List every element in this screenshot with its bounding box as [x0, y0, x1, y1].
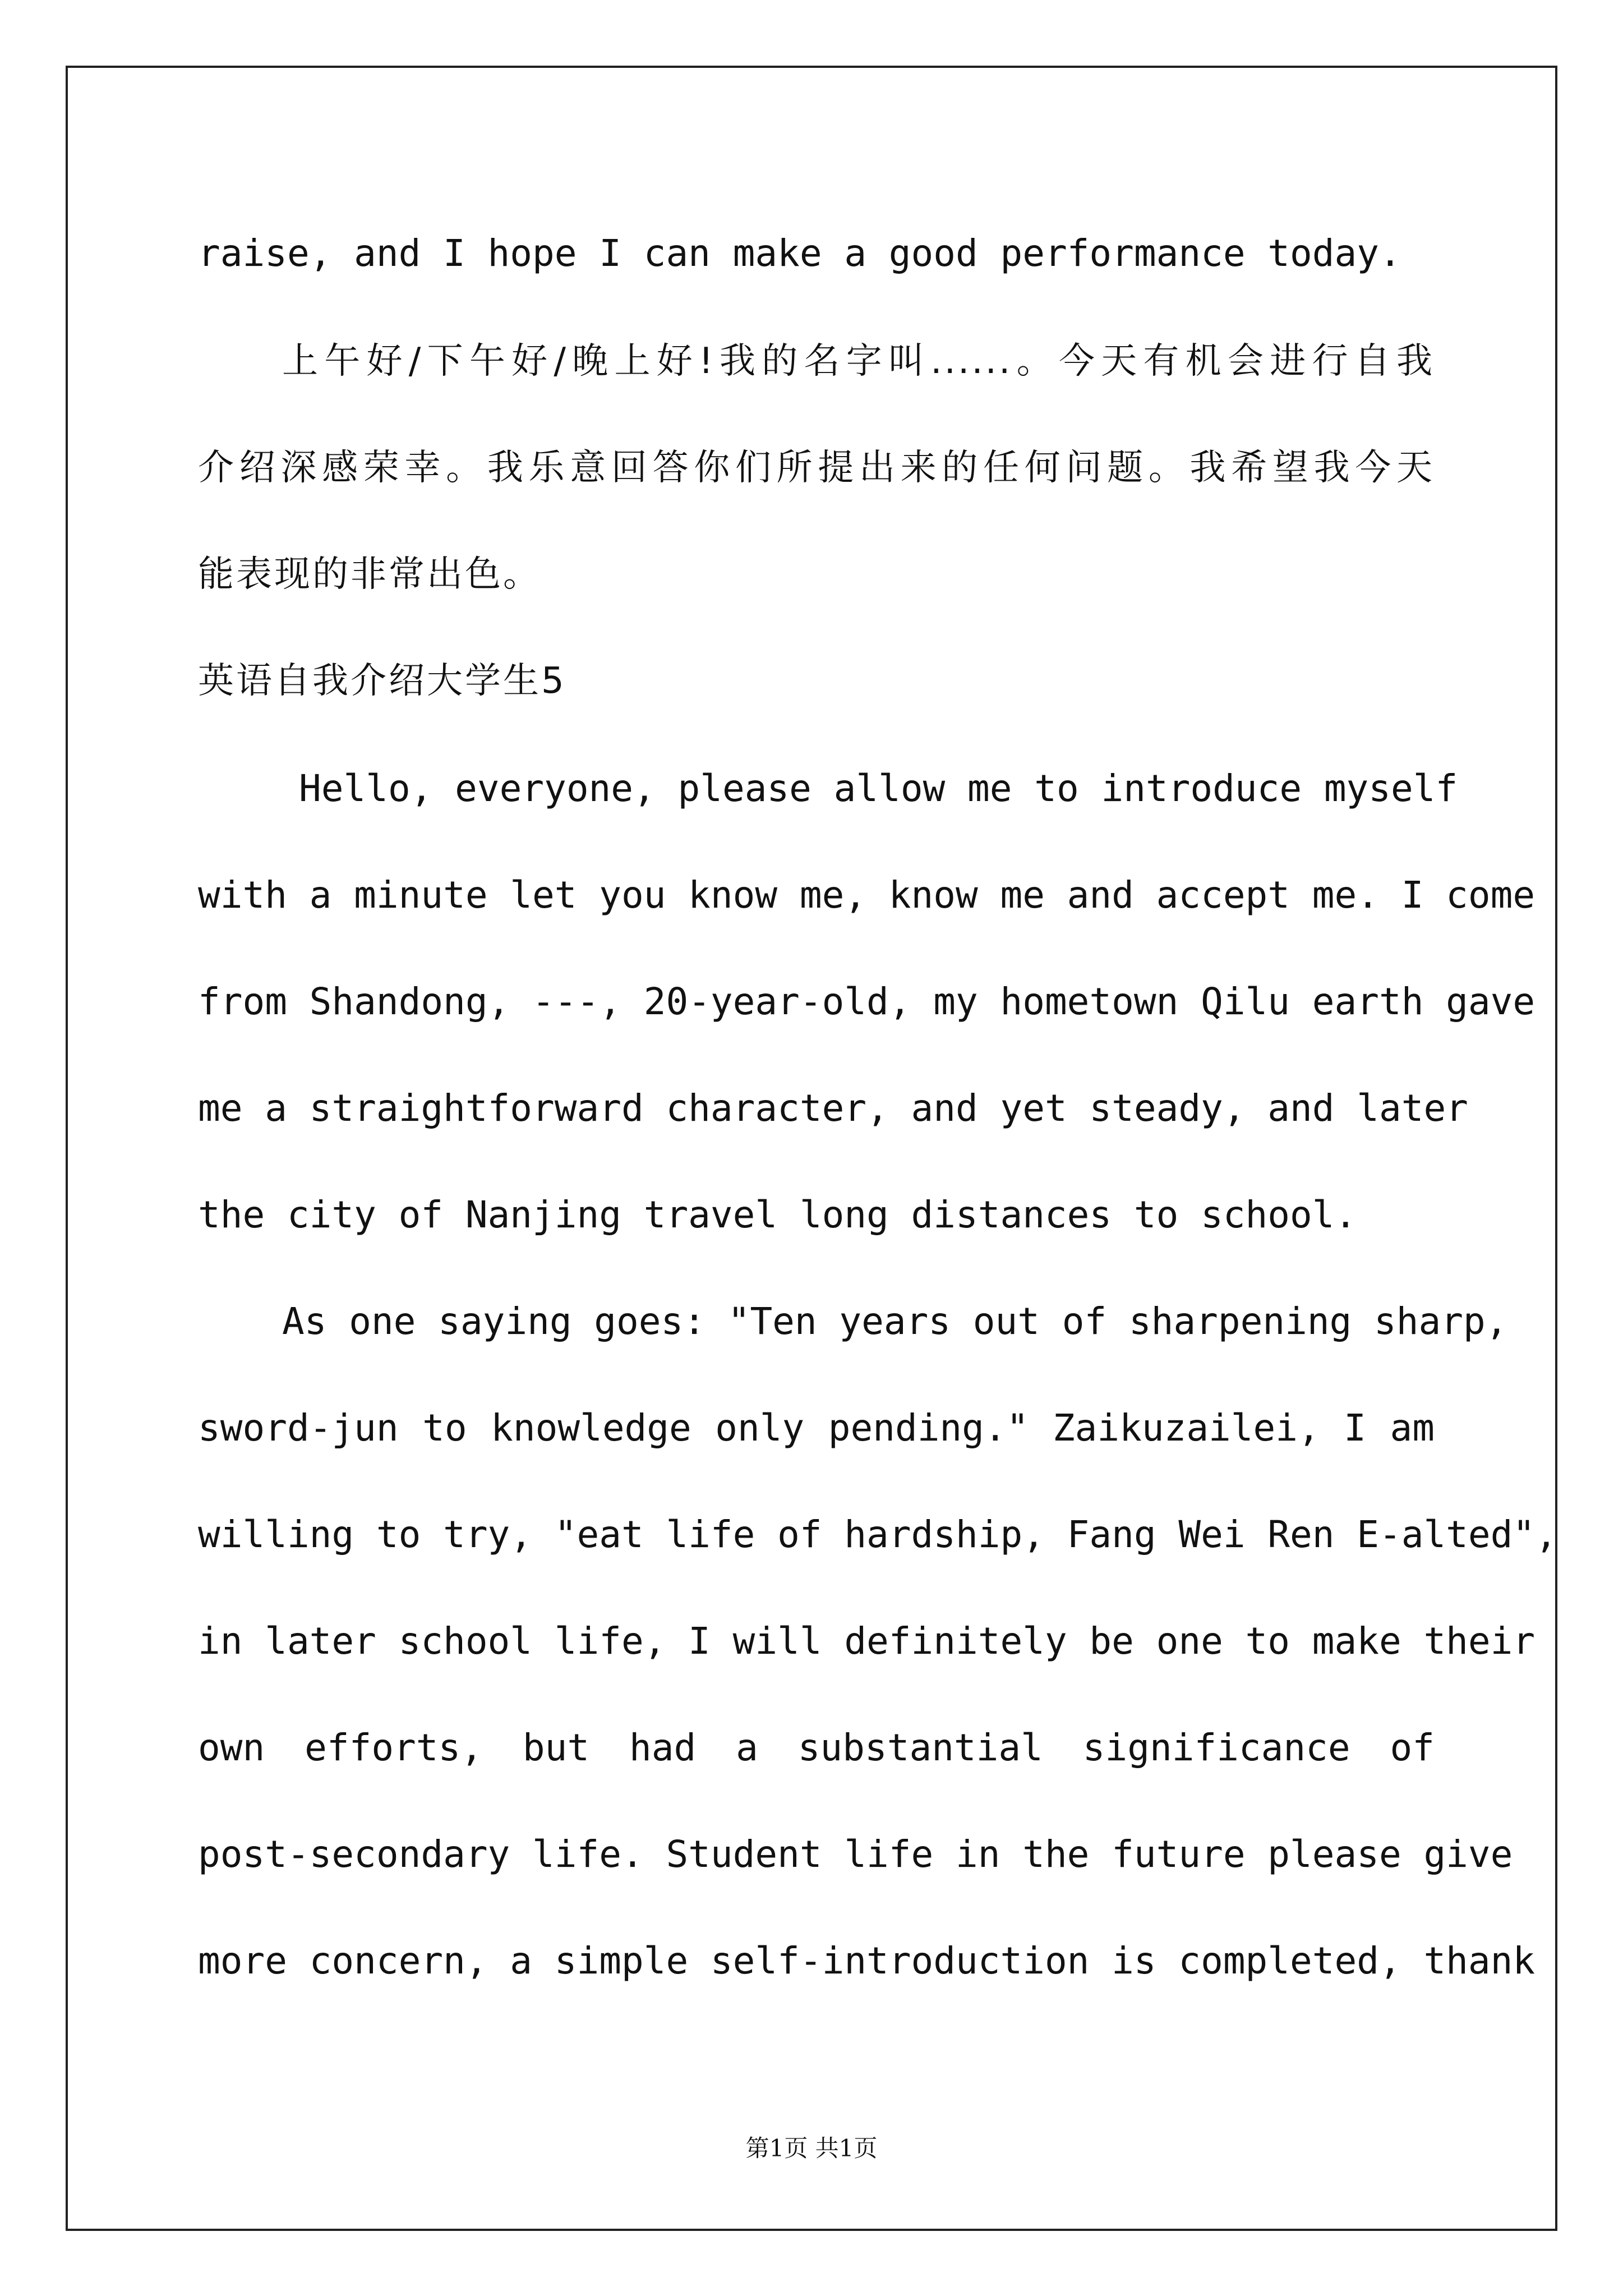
text-line-13: willing to try, "eat life of hardship, Fang Wei Ren E-alted",: [198, 1513, 1557, 1556]
text-line-1: raise, and I hope I can make a good performance today.: [198, 232, 1401, 275]
text-line-6: Hello, everyone, please allow me to introduce myself: [299, 767, 1458, 810]
text-line-2: 上午好/下午好/晚上好!我的名字叫......。今天有机会进行自我: [282, 341, 1435, 382]
text-line-9: me a straightforward character, and yet steady, and later: [198, 1087, 1468, 1130]
page-border: [66, 66, 1557, 2231]
section-heading: 英语自我介绍大学生5: [198, 660, 566, 702]
text-line-10: the city of Nanjing travel long distances to school.: [198, 1193, 1357, 1236]
text-line-17: more concern, a simple self-introduction is completed, thank: [198, 1939, 1536, 1982]
text-line-15: own efforts, but had a substantial significance of: [198, 1726, 1435, 1769]
text-line-8: from Shandong, ---, 20-year-old, my hometown Qilu earth gave: [198, 980, 1536, 1023]
page-number-footer: 第1页 共1页: [745, 2134, 878, 2162]
text-line-14: in later school life, I will definitely be one to make their: [198, 1619, 1536, 1663]
text-line-12: sword-jun to knowledge only pending." Zaikuzailei, I am: [198, 1406, 1435, 1450]
text-line-3: 介绍深感荣幸。我乐意回答你们所提出来的任何问题。我希望我今天: [198, 447, 1435, 489]
text-line-7: with a minute let you know me, know me and accept me. I come: [198, 873, 1536, 917]
text-line-4: 能表现的非常出色。: [198, 554, 541, 595]
text-line-11: As one saying goes: "Ten years out of sharpening sharp,: [282, 1300, 1508, 1343]
text-line-16: post-secondary life. Student life in the future please give: [198, 1833, 1513, 1876]
